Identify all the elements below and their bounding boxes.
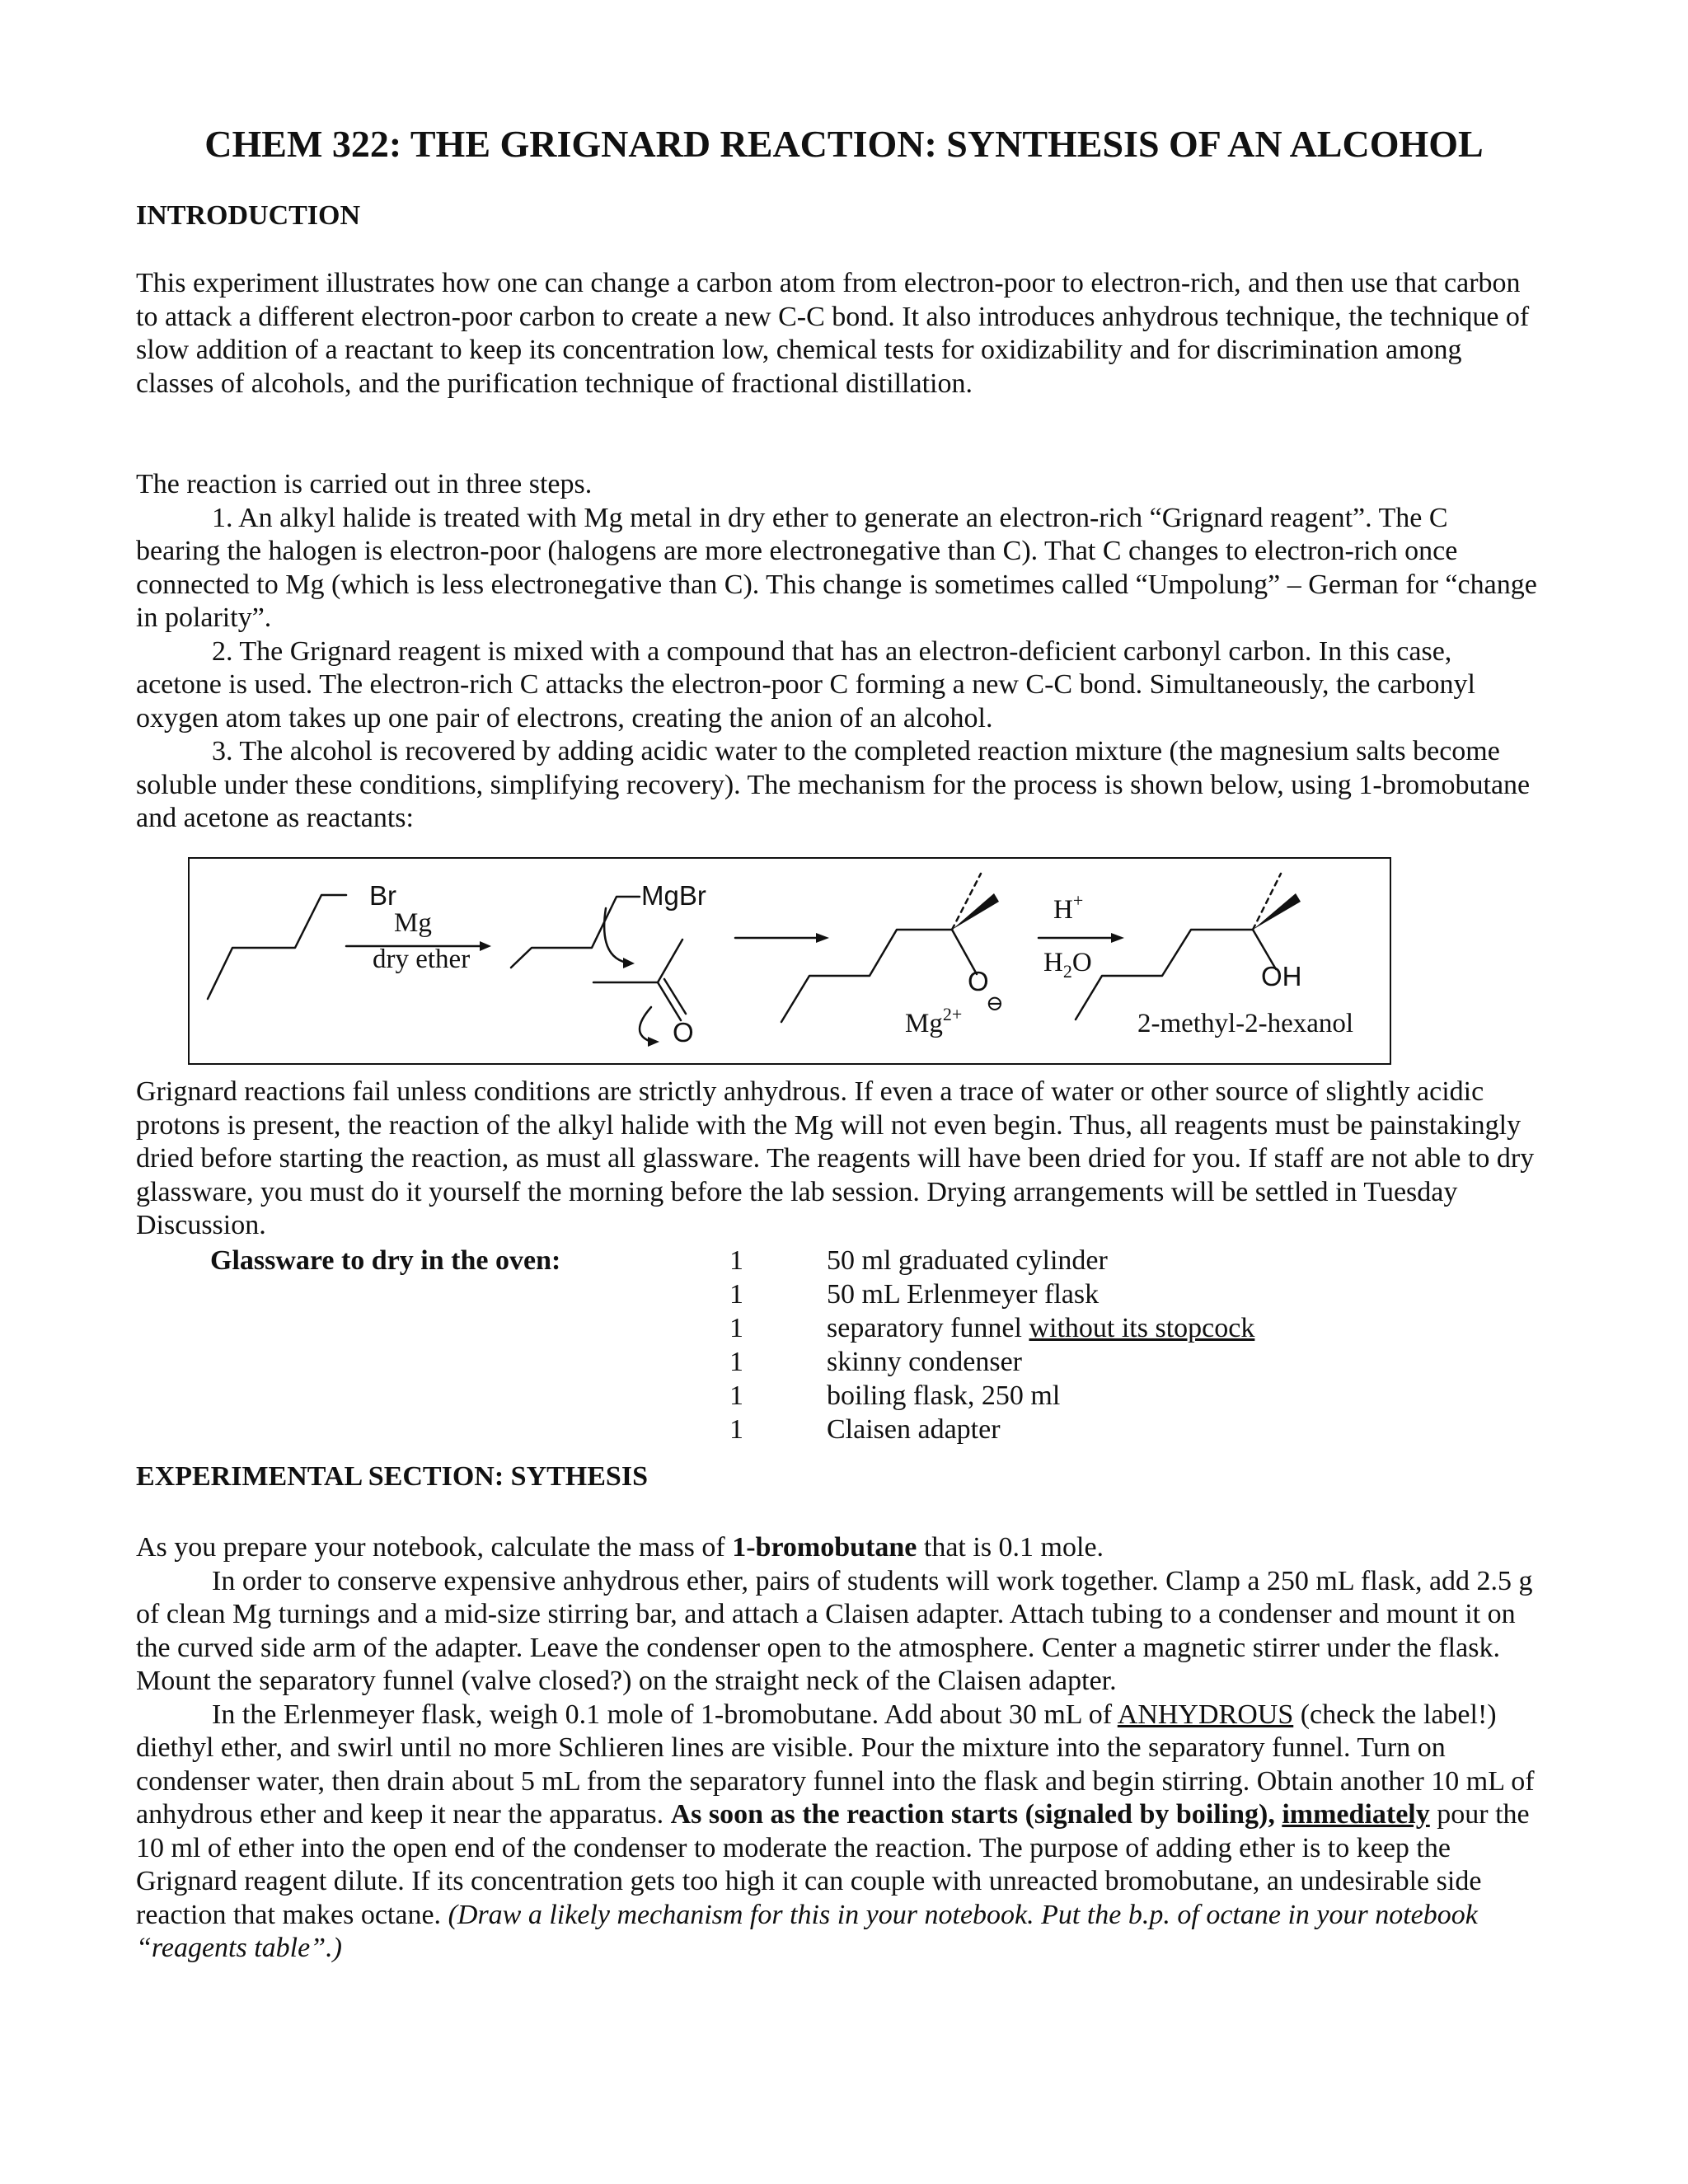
- curved-arrow-carbonyl: [640, 1007, 651, 1042]
- intro-paragraph: [136, 267, 1537, 401]
- glassware-row: [0, 1380, 1688, 1413]
- introduction-heading: INTRODUCTION: [136, 200, 361, 231]
- alkoxide-wedge: [952, 893, 999, 930]
- hydroxyl-label: OH: [1261, 961, 1302, 991]
- glassware-label: Glassware to dry in the oven:: [210, 1245, 561, 1276]
- curved-arrow-head-2: [648, 1037, 659, 1047]
- arrowhead-1: [480, 941, 491, 951]
- water-label: $H_2O$: [1043, 948, 1092, 982]
- anhydrous-text: Grignard reactions fail unless conditions are strictly anhydrous. If even a trace of water or other source of slightly acidic protons is present, the reaction of the alkyl halide with the Mg will not even begin. Thus, all reagents must be painstakingly dried before starting the reaction, as must all glassware. The reagents will have been dried for you. If staff are not able to dry glassware, you must do it yourself the morning before the lab session. Drying arrangements will be settled in Tuesday Discussion.: [136, 1076, 1535, 1240]
- glassware-list: [0, 1244, 1688, 1451]
- arrowhead-2: [816, 933, 829, 943]
- glassware-item: 50 ml graduated cylinder: [827, 1245, 1108, 1276]
- mechanism-diagram: [190, 859, 1393, 1066]
- curved-arrow-head-1: [623, 958, 635, 968]
- experimental-block: [136, 1531, 1537, 1966]
- underlined-note: without its stopcock: [1029, 1313, 1255, 1343]
- glassware-qty: 1: [729, 1347, 743, 1377]
- product-wedge: [1253, 893, 1301, 930]
- glassware-qty: 1: [729, 1313, 743, 1343]
- glassware-row: [0, 1278, 1688, 1311]
- glassware-qty: 1: [729, 1279, 743, 1310]
- steps-intro: The reaction is carried out in three steps.: [136, 469, 593, 499]
- glassware-item: separatory funnel without its stopcock: [827, 1313, 1255, 1343]
- product-name-label: 2-methyl-2-hexanol: [1137, 1009, 1354, 1038]
- bold-reagent: 1-bromobutane: [732, 1532, 917, 1563]
- mgbr-label: MgBr: [641, 880, 706, 911]
- magnesium-reagent-label: Mg: [394, 908, 432, 938]
- underlined-anhydrous: ANHYDROUS: [1117, 1699, 1294, 1730]
- alkoxide-oxygen-label: O: [968, 966, 989, 996]
- bromobutane-chain: [208, 895, 346, 999]
- alkoxide-dash-bond: [952, 874, 981, 930]
- bromine-label: Br: [369, 880, 396, 911]
- step-2: 2. The Grignard reagent is mixed with a compound that has an electron-deficient carbonyl carbon. In this case, acetone is used. The electron-rich C attacks the electron-poor C forming a new C-C bond. Simultaneously, the carbonyl oxygen atom takes up one pair of electrons, creating the anion of an alcohol.: [136, 635, 1475, 733]
- glassware-item: boiling flask, 250 ml: [827, 1380, 1061, 1411]
- experimental-paragraph-1: As you prepare your notebook, calculate the mass of 1-bromobutane that is 0.1 mole.: [136, 1532, 1104, 1563]
- glassware-row: [0, 1312, 1688, 1345]
- italic-instruction: (Draw a likely mechanism for this in your notebook. Put the b.p. of octane in your notebook “reagents table”.): [136, 1899, 1478, 1963]
- page-title: CHEM 322: THE GRIGNARD REACTION: SYNTHESIS OF AN ALCOHOL: [204, 123, 1484, 165]
- experimental-paragraph-3: In the Erlenmeyer flask, weigh 0.1 mole of 1-bromobutane. Add about 30 mL of ANHYDROUS (check the label!) diethyl ether, and swirl until no more Schlieren lines are visible. Pour the mixture into the separatory funnel. Turn on condenser water, then drain about 5 mL from the separatory funnel into the flask and begin stirring. Obtain another 10 mL of anhydrous ether and keep it near the apparatus. As soon as the reaction starts (signaled by boiling), immediately pour the 10 ml of ether into the open end of the condenser to moderate the reaction. The purpose of adding ether is to keep the Grignard reagent dilute. If its concentration gets too high it can couple with unreacted bromobutane, an undesirable side reaction that makes octane. (Draw a likely mechanism for this in your notebook. Put the b.p. of octane in your notebook “reagents table”.): [136, 1699, 1535, 1963]
- glassware-qty: 1: [729, 1245, 743, 1276]
- grignard-chain: [511, 897, 640, 968]
- negative-charge-label: ⊖: [986, 991, 1004, 1015]
- intro-text: This experiment illustrates how one can change a carbon atom from electron-poor to electron-rich, and then use that carbon to attack a different electron-poor carbon to create a new C-C bond. It also introduces anhydrous technique, the technique of slow addition of a reactant to keep its concentration low, chemical tests for oxidizability and for discrimination among classes of alcohols, and the purification technique of fractional distillation.: [136, 268, 1530, 399]
- bold-underlined-immediately: immediately: [1282, 1799, 1430, 1830]
- glassware-item: 50 mL Erlenmeyer flask: [827, 1279, 1100, 1310]
- step-1: 1. An alkyl halide is treated with Mg metal in dry ether to generate an electron-rich “Grignard reagent”. The C bearing the halogen is electron-poor (halogens are more electronegative than C). That C changes to electron-rich once connected to Mg (which is less electronegative than C). This change is sometimes called “Umpolung” – German for “change in polarity”.: [136, 502, 1537, 633]
- acid-label: H+: [1053, 890, 1084, 925]
- arrowhead-3: [1111, 933, 1124, 943]
- glassware-item: Claisen adapter: [827, 1414, 1001, 1445]
- glassware-row: [0, 1346, 1688, 1379]
- step-3: 3. The alcohol is recovered by adding acidic water to the completed reaction mixture (the magnesium salts become soluble under these conditions, simplifying recovery). The mechanism for the process is shown below, using 1-bromobutane and acetone as reactants:: [136, 736, 1531, 833]
- acetone-methyl-2: [658, 940, 682, 982]
- anhydrous-paragraph: [136, 1076, 1537, 1243]
- glassware-item: skinny condenser: [827, 1347, 1023, 1377]
- glassware-row: [0, 1413, 1688, 1446]
- magnesium-ion-label: $Mg^{2+}$: [905, 1004, 963, 1038]
- steps-block: [136, 468, 1537, 836]
- acetone-co-bond-2: [664, 979, 686, 1014]
- bold-warning: As soon as the reaction starts (signaled by boiling),: [670, 1799, 1275, 1830]
- reaction-scheme: [188, 857, 1391, 1065]
- glassware-row: [0, 1244, 1688, 1277]
- solvent-label: dry ether: [373, 944, 471, 974]
- glassware-qty: 1: [729, 1380, 743, 1411]
- carbonyl-oxygen-label: O: [673, 1017, 694, 1047]
- experimental-paragraph-2: In order to conserve expensive anhydrous ether, pairs of students will work together. Clamp a 250 mL flask, add 2.5 g of clean Mg turnings and a mid-size stirring bar, and attach a Claisen adapter. Attach tubing to a condenser and mount it on the curved side arm of the adapter. Leave the condenser open to the atmosphere. Center a magnetic stirrer under the flask. Mount the separatory funnel (valve closed?) on the straight neck of the Claisen adapter.: [136, 1565, 1533, 1696]
- product-chain: [1076, 930, 1253, 1019]
- experimental-heading: EXPERIMENTAL SECTION: SYTHESIS: [136, 1461, 648, 1492]
- glassware-qty: 1: [729, 1414, 743, 1445]
